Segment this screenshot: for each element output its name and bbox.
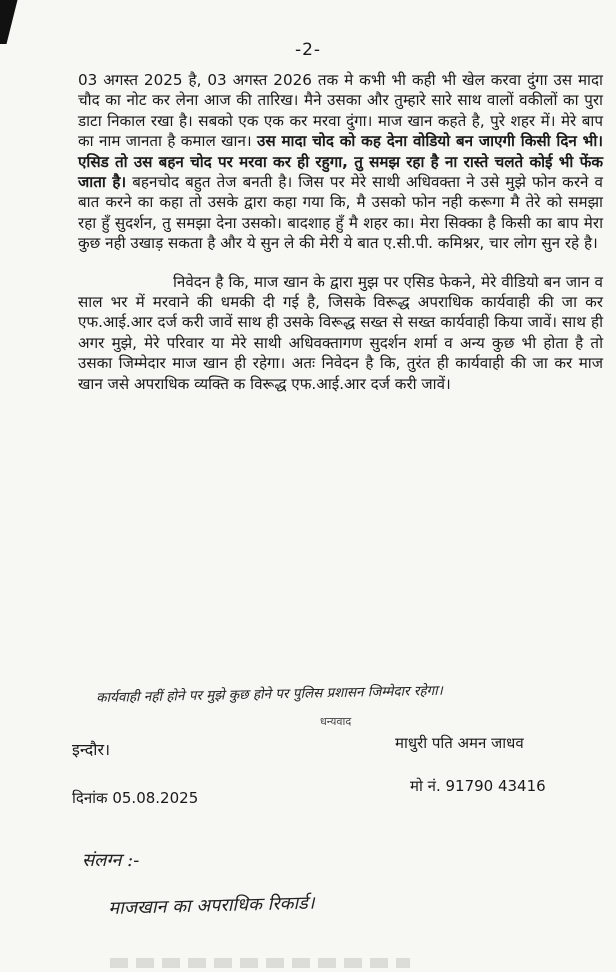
request-paragraph: निवेदन है कि, माज खान के द्वारा मुझ पर एसिड फेकने, मेरे वीडियो बन जान व साल भर में मरवाने की धमकी दी गई है, जिसके विरूद्ध अपराधिक कार्यवाही की जा कर एफ.आई.आर दर्ज करी जावें साथ ही उसके विरूद्ध सख्त से सख्त कार्यवाही किया जावें। साथ ही अगर मुझे, मेरे परिवार या मेरे साथी अधिवक्तागण सुदर्शन शर्मा व अन्य कुछ भी होता है तो उसका जिम्मेदार माज खान ही रहेगा। अतः निवेदन है कि, तुरंत ही कार्यवाही की जा कर माज खान जसे अपराधिक व्यक्ति क विरूद्ध एफ.आई.आर दर्ज करी जावें। xyxy=(78,272,603,393)
handwritten-addition: कार्यवाही नहीं होने पर मुझे कुछ होने पर पुलिस प्रशासन जिम्मेदार रहेगा। xyxy=(96,682,443,706)
mobile-number: मो नं. 91790 43416 xyxy=(410,777,546,795)
threat-text-bold: उस मादा चोद को कह देना वोडियो बन जाएगी किसी दिन भी। एसिड तो उस बहन चोद पर मरवा कर ही रहुगा, तु समझ रहा है ना रास्ते चलते कोई भी फेंक जाता है। xyxy=(78,132,604,192)
threat-quote-paragraph xyxy=(78,70,603,254)
signatory-name: माधुरी पति अमन जाधव xyxy=(395,734,524,752)
scan-edge-mark xyxy=(0,0,17,44)
enclosure-label: संलग्न :- xyxy=(82,850,140,871)
thanks-text: धन्यवाद xyxy=(320,715,352,728)
letter-body xyxy=(78,70,603,394)
enclosure-text: माजखान का अपराधिक रिकार्ड। xyxy=(108,892,315,919)
date-line: दिनांक 05.08.2025 xyxy=(72,789,199,807)
place: इन्दौर। xyxy=(72,740,111,759)
page-number: -2- xyxy=(294,40,322,60)
threat-text-part-1: 03 अगस्त 2025 है, 03 अगस्त 2026 तक मे कभी भी कही भी खेल करवा दुंगा उस मादा चौद का नोट कर लेना आज की तारिख। मैने उसका और तुम्हारे सारे साथ वालों वकीलों का पुरा डाटा निकाल रखा है। सबको एक एक कर मरवा दुंगा। माज खान कहते है, पुरे शहर में। मेरे बाप का नाम जानता है कमाल खान। xyxy=(78,71,603,151)
bleed-through-marks xyxy=(110,958,410,968)
threat-text-part-2: बहनचोद बहुत तेज बनती है। जिस पर मेरे साथी अधिवक्ता ने उसे मुझे फोन करने व बात करने का कहा तो उसके द्वारा कहा गया कि, मै उसको फोन नही करूगा मै तेरे को समझा रहा हुँ सुदर्शन, तु समझा देना उसको। बादशाह हुँ मै शहर का। मेरा सिक्का है किसी का बाप मेरा कुछ नही उखाड़ सकता है और ये सुन ले की मेरी ये बात ए.सी.पी. कमिश्नर, चार लोग सुन रहे है। xyxy=(78,173,604,253)
